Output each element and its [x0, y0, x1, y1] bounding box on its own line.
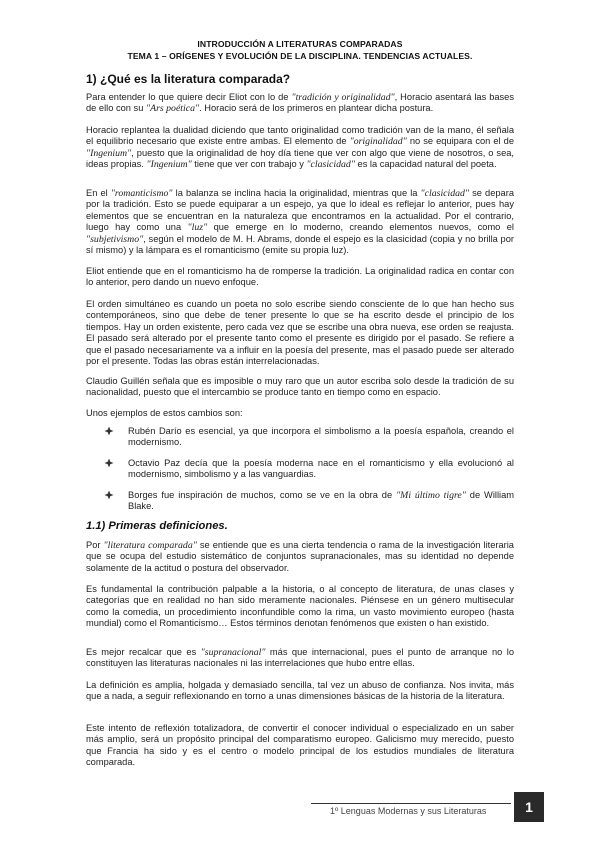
paragraph-2-2: Es fundamental la contribución palpable a la historia, o al concepto de literatura, de unas clases y categorías que en realidad no han sido meramente nacionales. Piénsese en un género multisecular como la comedia, un procedimiento inconfundible como la rima, un vasto movimiento europeo (hasta mundial) como el Romanticismo… Estos términos denotan fenómenos que existen o han existido.	[86, 584, 514, 629]
page-number: 1	[514, 792, 544, 822]
footer-course: 1º Lenguas Modernas y sus Literaturas	[330, 806, 487, 816]
header-topic-title: TEMA 1 – ORÍGENES Y EVOLUCIÓN DE LA DISCIPLINA. TENDENCIAS ACTUALES.	[127, 51, 473, 61]
paragraph-2-1: Por "literatura comparada" se entiende que es una cierta tendencia o rama de la investigación literaria que se ocupa del estudio sistemático de conjuntos supranacionales, mas su identidad no depende solamente de la actitud o postura del observador.	[86, 540, 514, 573]
paragraph-1-3: En el "romanticismo" la balanza se inclina hacia la originalidad, mientras que la "clasicidad" se depara por la tradición. Esto se puede equiparar a un espejo, ya que lo ideal es reflejar lo anterior, pues hay elementos que se encuentran en la naturaleza que encontramos en la actualidad. Por el contrario, luego hay como una "luz" que emerge en lo moderno, creando elementos nuevos, como el "subjetivismo", según el modelo de M. H. Abrams, donde el espejo es la clasicidad (copia y no brilla por sí mismo) y la lámpara es el romanticismo (emite su propia luz).	[86, 188, 514, 256]
footer-divider	[311, 803, 511, 804]
diamond-bullet-icon	[104, 458, 114, 468]
list-item: Octavio Paz decía que la poesía moderna nace en el romanticismo y ella evolucionó al modernismo, simbolismo y a las vanguardias.	[104, 458, 514, 481]
diamond-bullet-icon	[104, 426, 114, 436]
paragraph-1-2: Horacio replantea la dualidad diciendo que tanto originalidad como tradición van de la mano, él señala el equilibrio necesario que existe entre ambas. El elemento de "originalidad" no se equipara con el de "Ingenium", puesto que la originalidad de hoy día tiene que ver con algo que viene de nosotros, o sea, ideas propias. "Ingenium" tiene que ver con trabajo y "clasicidad" es la capacidad natural del poeta.	[86, 125, 514, 171]
header-course-title: INTRODUCCIÓN A LITERATURAS COMPARADAS	[197, 39, 403, 49]
section-1-title: 1) ¿Qué es la literatura comparada?	[86, 72, 291, 86]
paragraph-1-1: Para entender lo que quiere decir Eliot con lo de "tradición y originalidad", Horacio asentará las bases de ello con su "Ars poética". Horacio será de los primeros en plantear dicha postura.	[86, 92, 514, 115]
diamond-bullet-icon	[104, 490, 114, 500]
paragraph-1-6: Claudio Guillén señala que es imposible o muy raro que un autor escriba solo desde la tradición de su nacionalidad, puesto que el intercambio se produce tanto en tiempo como en espacio.	[86, 376, 514, 398]
paragraph-2-4: La definición es amplia, holgada y demasiado sencilla, tal vez un abuso de confianza. Nos invita, más que a nada, a seguir reflexionando en torno a unas dimensiones básicas de la historia de la literatura.	[86, 680, 514, 702]
list-item: Rubén Darío es esencial, ya que incorpora el simbolismo a la poesía española, creando el modernismo.	[104, 426, 514, 449]
paragraph-2-3: Es mejor recalcar que es "supranacional" más que internacional, pues el punto de arranque no lo constituyen las literaturas nacionales ni las interrelaciones que hubo entre ellas.	[86, 647, 514, 669]
paragraph-1-4: Eliot entiende que en el romanticismo ha de romperse la tradición. La originalidad radica en contar con lo anterior, pero dando un nuevo enfoque.	[86, 266, 514, 288]
paragraph-1-7: Unos ejemplos de estos cambios son:	[86, 408, 243, 418]
paragraph-2-5: Este intento de reflexión totalizadora, de convertir el conocer individual o especializado en un saber más amplio, será un propósito principal del comparatismo europeo. Galicismo muy merecido, puesto que Francia ha sido y es el centro o modelo principal de los estudios mundiales de literatura comparada.	[86, 723, 514, 768]
section-1-1-title: 1.1) Primeras definiciones.	[86, 520, 228, 532]
list-item: Borges fue inspiración de muchos, como se ve en la obra de "Mi último tigre" de William Blake.	[104, 490, 514, 513]
paragraph-1-5: El orden simultáneo es cuando un poeta no solo escribe siendo consciente de lo que han hecho sus contemporáneos, sino que debe de tener presente lo que se ha escrito desde el principio de los tiempos. Hay un orden existente, pero cada vez que se escribe una obra nueva, ese orden se reajusta. El pasado será alterado por el presente tanto como el presente es dirigido por el pasado. Se refiere a que el pasado necesariamente va a influir en la poesía del presente, mas el pasado puede ser alterado por el presente. Todas las obras están interrelacionadas.	[86, 299, 514, 367]
